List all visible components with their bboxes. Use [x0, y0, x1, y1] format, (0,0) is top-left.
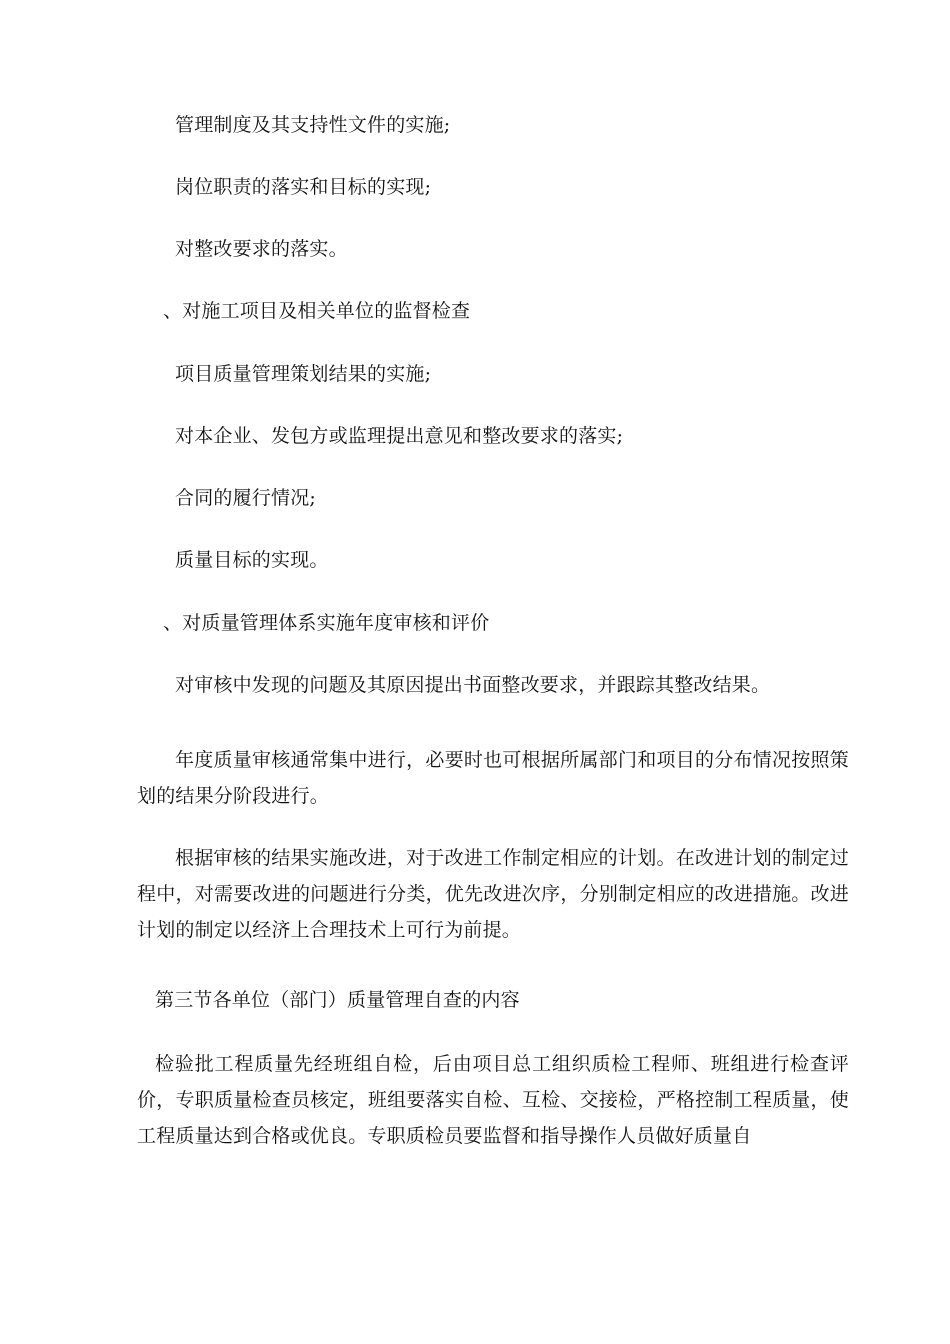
- list-item-post-duties: 岗位职责的落实和目标的实现;: [175, 176, 432, 198]
- subheading-project-supervision: 、对施工项目及相关单位的监督检查: [163, 300, 471, 322]
- list-item-quality-planning: 项目质量管理策划结果的实施;: [175, 363, 432, 385]
- list-item-contract: 合同的履行情况;: [175, 487, 317, 509]
- list-item-quality-goal: 质量目标的实现。: [175, 549, 329, 571]
- paragraph-improvement: 根据审核的结果实施改进，对于改进工作制定相应的计划。在改进计划的制定过程中，对需要改进的问题进行分类，优先改进次序，分别制定相应的改进措施。改进计划的制定以经济上合理技术上可行为前提。: [137, 847, 849, 941]
- paragraph-annual-audit: 年度质量审核通常集中进行，必要时也可根据所属部门和项目的分布情况按照策划的结果分阶段进行。: [137, 749, 849, 807]
- list-item-audit-problems: 对审核中发现的问题及其原因提出书面整改要求，并跟踪其整改结果。: [175, 674, 771, 696]
- subheading-annual-audit: 、对质量管理体系实施年度审核和评价: [163, 612, 490, 634]
- list-item-management-system: 管理制度及其支持性文件的实施;: [175, 114, 451, 136]
- list-item-opinions: 对本企业、发包方或监理提出意见和整改要求的落实;: [175, 425, 624, 447]
- list-item-rectification: 对整改要求的落实。: [175, 238, 348, 260]
- paragraph-inspection: 检验批工程质量先经班组自检，后由项目总工组织质检工程师、班组进行检查评价，专职质量检查员核定，班组要落实自检、互检、交接检，严格控制工程质量，使工程质量达到合格或优良。专职质检员要监督和指导操作人员做好质量自: [137, 1053, 849, 1147]
- section-heading: 第三节各单位（部门）质量管理自查的内容: [155, 989, 520, 1011]
